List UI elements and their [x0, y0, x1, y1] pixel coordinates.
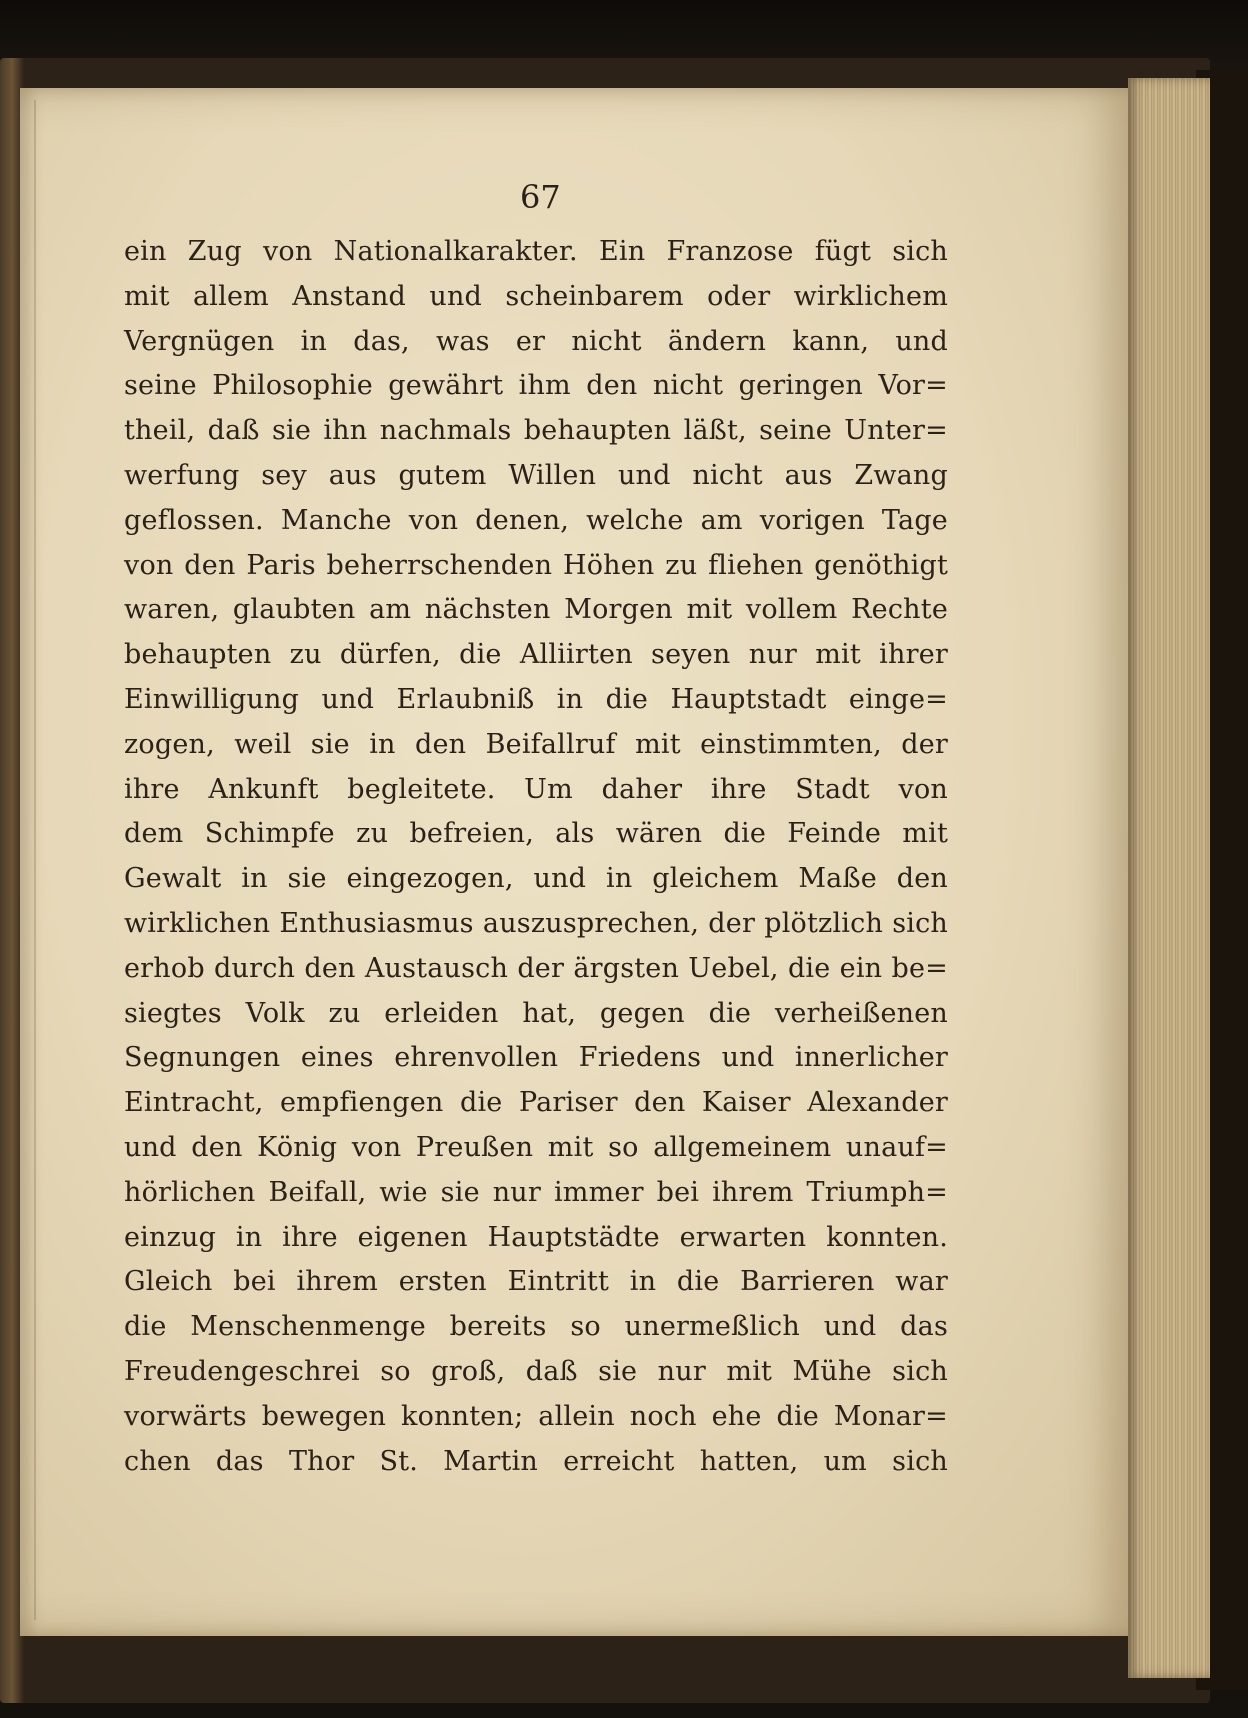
text-line: chen das Thor St. Martin erreicht hatten, um sich [124, 1445, 948, 1477]
text-line: erhob durch den Austausch der ärgsten Uebel, die ein be= [124, 952, 948, 984]
text-line: Gleich bei ihrem ersten Eintritt in die Barrieren war [124, 1266, 948, 1298]
text-line: hörlichen Beifall, wie sie nur immer bei ihrem Triumph= [124, 1176, 948, 1208]
text-line: siegtes Volk zu erleiden hat, gegen die verheißenen [124, 997, 948, 1029]
text-line: mit allem Anstand und scheinbarem oder wirklichem [124, 280, 948, 312]
text-line: Einwilligung und Erlaubniß in die Hauptstadt einge= [124, 683, 948, 715]
body-text [124, 230, 948, 1484]
text-line: Eintracht, empfiengen die Pariser den Kaiser Alexander [124, 1087, 948, 1119]
text-line: werfung sey aus gutem Willen und nicht aus Zwang [124, 459, 948, 491]
page-fore-edge [1128, 78, 1210, 1678]
text-line: theil, daß sie ihn nachmals behaupten läßt, seine Unter= [124, 415, 948, 447]
text-line: Gewalt in sie eingezogen, und in gleichem Maße den [124, 863, 948, 895]
text-line: Vergnügen in das, was er nicht ändern kann, und [124, 325, 948, 357]
text-line: wirklichen Enthusiasmus auszusprechen, der plötzlich sich [124, 907, 948, 939]
gutter-line [34, 100, 36, 1620]
text-line: ein Zug von Nationalkarakter. Ein Franzose fügt sich [124, 236, 948, 267]
text-line: Freudengeschrei so groß, daß sie nur mit Mühe sich [124, 1355, 948, 1387]
text-line: zogen, weil sie in den Beifallruf mit einstimmten, der [124, 728, 948, 760]
text-line: ihre Ankunft begleitete. Um daher ihre Stadt von [124, 773, 948, 805]
text-line: Segnungen eines ehrenvollen Friedens und innerlicher [124, 1042, 948, 1074]
page-number: 67 [520, 178, 561, 216]
text-line: einzug in ihre eigenen Hauptstädte erwarten konnten. [124, 1221, 948, 1253]
text-line: die Menschenmenge bereits so unermeßlich und das [124, 1311, 948, 1343]
text-line: und den König von Preußen mit so allgemeinem unauf= [124, 1131, 948, 1163]
text-line: geflossen. Manche von denen, welche am vorigen Tage [124, 504, 948, 536]
text-line: dem Schimpfe zu befreien, als wären die Feinde mit [124, 818, 948, 850]
text-line: von den Paris beherrschenden Höhen zu fliehen genöthigt [124, 549, 948, 581]
text-line: vorwärts bewegen konnten; allein noch ehe die Monar= [124, 1400, 948, 1432]
text-line: behaupten zu dürfen, die Alliirten seyen nur mit ihrer [124, 639, 948, 671]
text-line: seine Philosophie gewährt ihm den nicht geringen Vor= [124, 370, 948, 402]
text-line: waren, glaubten am nächsten Morgen mit vollem Rechte [124, 594, 948, 626]
